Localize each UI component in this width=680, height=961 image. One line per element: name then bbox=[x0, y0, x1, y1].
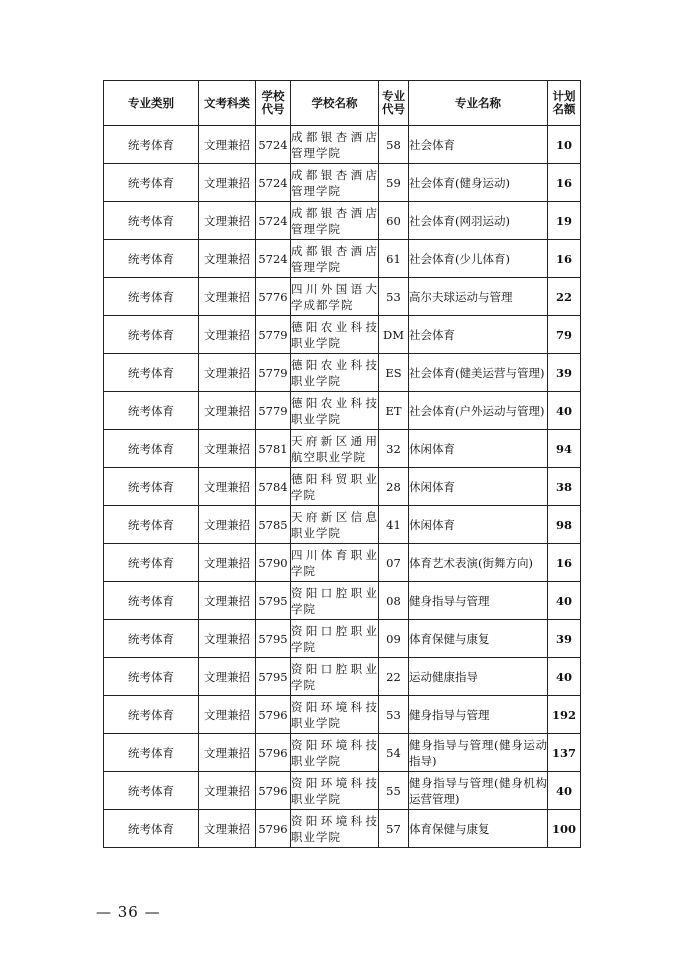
table-row bbox=[104, 696, 581, 734]
cell-quota: 192 bbox=[548, 696, 581, 734]
cell-school-code: 5779 bbox=[256, 392, 291, 430]
cell-category: 统考体育 bbox=[104, 658, 199, 696]
header-subject: 文考科类 bbox=[199, 81, 256, 126]
cell-subject: 文理兼招 bbox=[199, 240, 256, 278]
cell-subject: 文理兼招 bbox=[199, 620, 256, 658]
cell-school-name: 成都银杏酒店管理学院 bbox=[291, 240, 379, 278]
cell-subject: 文理兼招 bbox=[199, 202, 256, 240]
cell-category: 统考体育 bbox=[104, 202, 199, 240]
cell-school-name: 资阳环境科技职业学院 bbox=[291, 772, 379, 810]
cell-quota: 38 bbox=[548, 468, 581, 506]
cell-category: 统考体育 bbox=[104, 696, 199, 734]
cell-school-code: 5796 bbox=[256, 734, 291, 772]
cell-major-name: 运动健康指导 bbox=[409, 658, 548, 696]
cell-quota: 137 bbox=[548, 734, 581, 772]
cell-major-code: 55 bbox=[379, 772, 409, 810]
cell-subject: 文理兼招 bbox=[199, 810, 256, 848]
cell-category: 统考体育 bbox=[104, 392, 199, 430]
cell-school-code: 5724 bbox=[256, 164, 291, 202]
table-row bbox=[104, 354, 581, 392]
cell-major-code: ES bbox=[379, 354, 409, 392]
cell-major-name: 体育保健与康复 bbox=[409, 620, 548, 658]
cell-school-code: 5796 bbox=[256, 810, 291, 848]
cell-school-name: 成都银杏酒店管理学院 bbox=[291, 126, 379, 164]
cell-quota: 16 bbox=[548, 544, 581, 582]
header-major-name: 专业名称 bbox=[409, 81, 548, 126]
cell-quota: 19 bbox=[548, 202, 581, 240]
cell-quota: 22 bbox=[548, 278, 581, 316]
cell-major-name: 休闲体育 bbox=[409, 506, 548, 544]
enrollment-plan-table bbox=[103, 80, 581, 848]
cell-subject: 文理兼招 bbox=[199, 392, 256, 430]
cell-major-code: 53 bbox=[379, 278, 409, 316]
cell-school-name: 德阳农业科技职业学院 bbox=[291, 316, 379, 354]
cell-subject: 文理兼招 bbox=[199, 696, 256, 734]
cell-school-name: 德阳农业科技职业学院 bbox=[291, 392, 379, 430]
cell-major-name: 社会体育(健美运营与管理) bbox=[409, 354, 548, 392]
cell-school-code: 5724 bbox=[256, 126, 291, 164]
cell-school-name: 德阳农业科技职业学院 bbox=[291, 354, 379, 392]
header-category: 专业类别 bbox=[104, 81, 199, 126]
cell-quota: 40 bbox=[548, 392, 581, 430]
table-row bbox=[104, 620, 581, 658]
cell-subject: 文理兼招 bbox=[199, 468, 256, 506]
cell-category: 统考体育 bbox=[104, 468, 199, 506]
cell-category: 统考体育 bbox=[104, 316, 199, 354]
cell-school-name: 天府新区信息职业学院 bbox=[291, 506, 379, 544]
cell-category: 统考体育 bbox=[104, 772, 199, 810]
table-row bbox=[104, 734, 581, 772]
cell-school-name: 资阳口腔职业学院 bbox=[291, 582, 379, 620]
cell-major-name: 体育艺术表演(街舞方向) bbox=[409, 544, 548, 582]
cell-school-name: 资阳环境科技职业学院 bbox=[291, 734, 379, 772]
cell-school-name: 成都银杏酒店管理学院 bbox=[291, 164, 379, 202]
table-row bbox=[104, 316, 581, 354]
cell-subject: 文理兼招 bbox=[199, 772, 256, 810]
table-row bbox=[104, 506, 581, 544]
cell-school-name: 资阳口腔职业学院 bbox=[291, 620, 379, 658]
cell-school-name: 四川体育职业学院 bbox=[291, 544, 379, 582]
table-row bbox=[104, 392, 581, 430]
cell-quota: 40 bbox=[548, 582, 581, 620]
cell-major-name: 健身指导与管理(健身机构运营管理) bbox=[409, 772, 548, 810]
cell-subject: 文理兼招 bbox=[199, 658, 256, 696]
cell-category: 统考体育 bbox=[104, 430, 199, 468]
page-number: — 36 — bbox=[96, 903, 161, 921]
header-school-name: 学校名称 bbox=[291, 81, 379, 126]
table-row bbox=[104, 582, 581, 620]
cell-subject: 文理兼招 bbox=[199, 506, 256, 544]
cell-school-name: 资阳环境科技职业学院 bbox=[291, 696, 379, 734]
table-row bbox=[104, 810, 581, 848]
cell-subject: 文理兼招 bbox=[199, 316, 256, 354]
cell-major-name: 健身指导与管理(健身运动指导) bbox=[409, 734, 548, 772]
cell-school-code: 5795 bbox=[256, 582, 291, 620]
cell-major-name: 健身指导与管理 bbox=[409, 582, 548, 620]
cell-major-name: 休闲体育 bbox=[409, 430, 548, 468]
cell-school-name: 天府新区通用航空职业学院 bbox=[291, 430, 379, 468]
cell-major-name: 社会体育(户外运动与管理) bbox=[409, 392, 548, 430]
cell-category: 统考体育 bbox=[104, 240, 199, 278]
header-major-code: 专业 代号 bbox=[379, 81, 409, 126]
cell-category: 统考体育 bbox=[104, 126, 199, 164]
cell-school-name: 成都银杏酒店管理学院 bbox=[291, 202, 379, 240]
cell-school-code: 5779 bbox=[256, 316, 291, 354]
cell-school-name: 资阳口腔职业学院 bbox=[291, 658, 379, 696]
cell-quota: 39 bbox=[548, 620, 581, 658]
cell-school-code: 5724 bbox=[256, 202, 291, 240]
cell-school-code: 5796 bbox=[256, 772, 291, 810]
cell-category: 统考体育 bbox=[104, 620, 199, 658]
cell-quota: 94 bbox=[548, 430, 581, 468]
cell-subject: 文理兼招 bbox=[199, 278, 256, 316]
cell-major-name: 社会体育 bbox=[409, 316, 548, 354]
cell-major-code: 59 bbox=[379, 164, 409, 202]
cell-quota: 10 bbox=[548, 126, 581, 164]
cell-quota: 16 bbox=[548, 164, 581, 202]
table-row bbox=[104, 772, 581, 810]
cell-school-name: 四川外国语大学成都学院 bbox=[291, 278, 379, 316]
cell-major-name: 社会体育(少儿体育) bbox=[409, 240, 548, 278]
cell-major-name: 社会体育(健身运动) bbox=[409, 164, 548, 202]
cell-subject: 文理兼招 bbox=[199, 430, 256, 468]
cell-quota: 16 bbox=[548, 240, 581, 278]
header-school-code: 学校 代号 bbox=[256, 81, 291, 126]
cell-major-code: 07 bbox=[379, 544, 409, 582]
cell-category: 统考体育 bbox=[104, 582, 199, 620]
cell-major-code: 58 bbox=[379, 126, 409, 164]
table-row bbox=[104, 164, 581, 202]
cell-school-code: 5795 bbox=[256, 620, 291, 658]
cell-quota: 40 bbox=[548, 658, 581, 696]
cell-category: 统考体育 bbox=[104, 810, 199, 848]
cell-quota: 98 bbox=[548, 506, 581, 544]
cell-school-name: 德阳科贸职业学院 bbox=[291, 468, 379, 506]
cell-school-code: 5795 bbox=[256, 658, 291, 696]
cell-quota: 39 bbox=[548, 354, 581, 392]
cell-school-code: 5781 bbox=[256, 430, 291, 468]
header-quota: 计划 名额 bbox=[548, 81, 581, 126]
cell-major-name: 健身指导与管理 bbox=[409, 696, 548, 734]
table-row bbox=[104, 240, 581, 278]
cell-major-code: 61 bbox=[379, 240, 409, 278]
cell-category: 统考体育 bbox=[104, 506, 199, 544]
table-row bbox=[104, 658, 581, 696]
cell-quota: 40 bbox=[548, 772, 581, 810]
cell-major-code: DM bbox=[379, 316, 409, 354]
cell-major-name: 社会体育(网羽运动) bbox=[409, 202, 548, 240]
cell-subject: 文理兼招 bbox=[199, 126, 256, 164]
cell-school-code: 5784 bbox=[256, 468, 291, 506]
cell-category: 统考体育 bbox=[104, 164, 199, 202]
cell-major-code: 60 bbox=[379, 202, 409, 240]
table-row bbox=[104, 430, 581, 468]
cell-major-name: 社会体育 bbox=[409, 126, 548, 164]
cell-major-code: 41 bbox=[379, 506, 409, 544]
cell-subject: 文理兼招 bbox=[199, 544, 256, 582]
table-row bbox=[104, 278, 581, 316]
cell-subject: 文理兼招 bbox=[199, 582, 256, 620]
cell-school-code: 5785 bbox=[256, 506, 291, 544]
cell-quota: 100 bbox=[548, 810, 581, 848]
cell-major-code: 08 bbox=[379, 582, 409, 620]
cell-major-code: 22 bbox=[379, 658, 409, 696]
cell-subject: 文理兼招 bbox=[199, 734, 256, 772]
cell-quota: 79 bbox=[548, 316, 581, 354]
cell-major-code: 28 bbox=[379, 468, 409, 506]
cell-school-code: 5779 bbox=[256, 354, 291, 392]
cell-school-code: 5796 bbox=[256, 696, 291, 734]
cell-major-code: 32 bbox=[379, 430, 409, 468]
cell-major-name: 体育保健与康复 bbox=[409, 810, 548, 848]
table-header-row bbox=[104, 81, 581, 126]
cell-category: 统考体育 bbox=[104, 354, 199, 392]
cell-major-code: 54 bbox=[379, 734, 409, 772]
cell-subject: 文理兼招 bbox=[199, 354, 256, 392]
table-row bbox=[104, 126, 581, 164]
cell-major-name: 休闲体育 bbox=[409, 468, 548, 506]
cell-category: 统考体育 bbox=[104, 278, 199, 316]
table-row bbox=[104, 544, 581, 582]
cell-school-code: 5776 bbox=[256, 278, 291, 316]
cell-school-code: 5724 bbox=[256, 240, 291, 278]
cell-school-code: 5790 bbox=[256, 544, 291, 582]
cell-category: 统考体育 bbox=[104, 734, 199, 772]
cell-category: 统考体育 bbox=[104, 544, 199, 582]
cell-subject: 文理兼招 bbox=[199, 164, 256, 202]
table-row bbox=[104, 468, 581, 506]
cell-major-code: 09 bbox=[379, 620, 409, 658]
cell-major-name: 高尔夫球运动与管理 bbox=[409, 278, 548, 316]
cell-major-code: 57 bbox=[379, 810, 409, 848]
cell-school-name: 资阳环境科技职业学院 bbox=[291, 810, 379, 848]
cell-major-code: ET bbox=[379, 392, 409, 430]
table-row bbox=[104, 202, 581, 240]
cell-major-code: 53 bbox=[379, 696, 409, 734]
